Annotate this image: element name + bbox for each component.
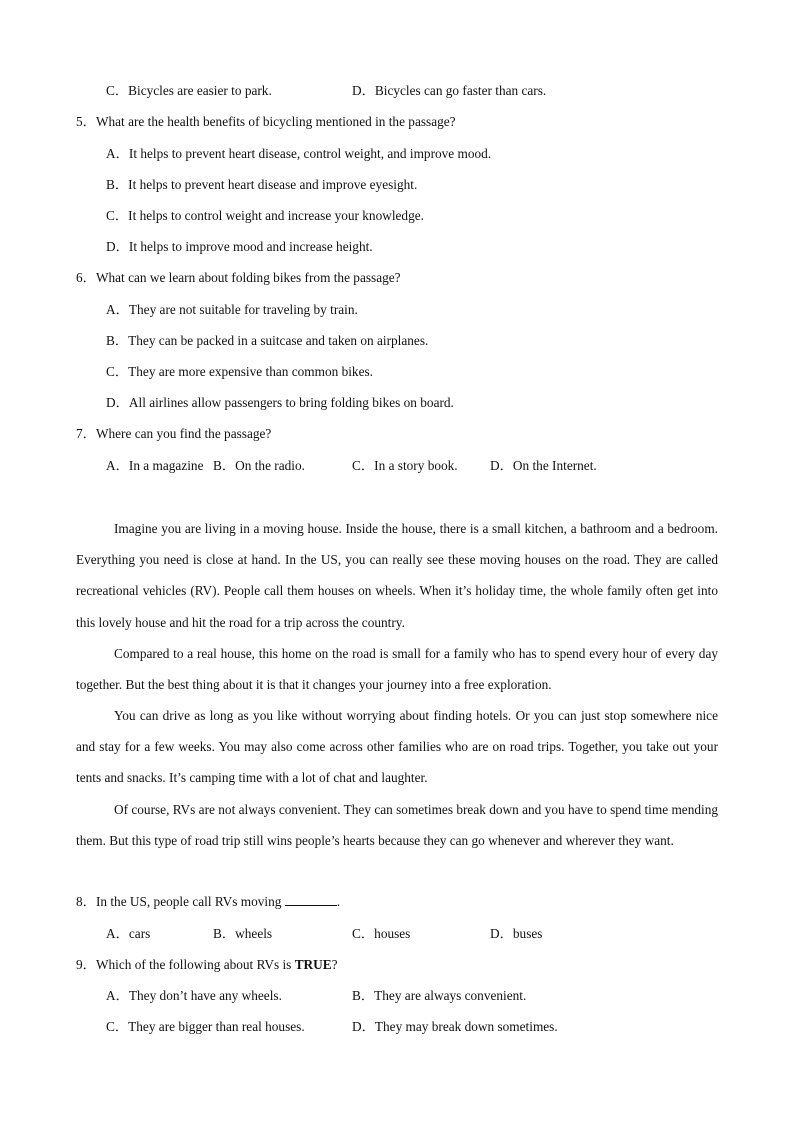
question-stem: 6．What can we learn about folding bikes from the passage? xyxy=(76,270,401,285)
option-a: A．They don’t have any wheels. xyxy=(106,988,282,1003)
option-a: A．It helps to prevent heart disease, control weight, and improve mood. xyxy=(106,146,492,161)
option-b: B．wheels xyxy=(213,926,273,941)
passage-paragraph: Of course, RVs are not always convenient. They can sometimes break down and you have to spend time mending them. But this type of road trip still wins people’s hearts because they can go whenever and wherever they want. xyxy=(76,802,718,849)
answer-blank xyxy=(285,893,337,906)
option-d: D．buses xyxy=(490,926,543,941)
passage-paragraph: Imagine you are living in a moving house. Inside the house, there is a small kitchen, a bathroom and a bedroom. Everything you need is close at hand. In the US, you can really see these moving houses on the road. They are called recreational vehicles (RV). People call them houses on wheels. When it’s holiday time, the whole family often get into this lovely house and hit the road for a trip across the country. xyxy=(76,521,718,630)
option-c: C．In a story book. xyxy=(352,458,458,473)
stem-text: 8．In the US, people call RVs moving xyxy=(76,894,285,909)
question-stem xyxy=(76,893,340,911)
question-stem: 7．Where can you find the passage? xyxy=(76,426,272,441)
stem-text: 9．Which of the following about RVs is xyxy=(76,957,295,972)
option-c: C．They are more expensive than common bikes. xyxy=(106,364,373,379)
question-stem: 5．What are the health benefits of bicycling mentioned in the passage? xyxy=(76,114,456,129)
stem-text: . xyxy=(336,894,341,909)
option-b: B．They can be packed in a suitcase and taken on airplanes. xyxy=(106,333,429,348)
option-b: B．It helps to prevent heart disease and improve eyesight. xyxy=(106,177,418,192)
option-b: B．On the radio. xyxy=(213,458,305,473)
option-c: C．houses xyxy=(352,926,411,941)
option-c: C．It helps to control weight and increase your knowledge. xyxy=(106,208,424,223)
question-stem xyxy=(76,956,338,974)
option-c: C．They are bigger than real houses. xyxy=(106,1019,305,1034)
option-c: C．Bicycles are easier to park. xyxy=(106,83,272,98)
option-d: D．On the Internet. xyxy=(490,458,597,473)
option-d: D．It helps to improve mood and increase height. xyxy=(106,239,373,254)
option-d: D．All airlines allow passengers to bring folding bikes on board. xyxy=(106,395,454,410)
option-a: A．They are not suitable for traveling by train. xyxy=(106,302,358,317)
option-d: D．They may break down sometimes. xyxy=(352,1019,558,1034)
stem-text: ? xyxy=(331,957,338,972)
passage-paragraph: You can drive as long as you like without worrying about finding hotels. Or you can just stop somewhere nice and stay for a few weeks. You may also come across other families who are on road trips. Together, you take out your tents and snacks. It’s camping time with a lot of chat and laughter. xyxy=(76,708,718,786)
option-a: A．cars xyxy=(106,926,151,941)
option-d: D．Bicycles can go faster than cars. xyxy=(352,83,547,98)
emphasis-word: TRUE xyxy=(294,957,332,972)
option-b: B．They are always convenient. xyxy=(352,988,527,1003)
passage-paragraph: Compared to a real house, this home on the road is small for a family who has to spend every hour of every day together. But the best thing about it is that it changes your journey into a free exploration. xyxy=(76,646,718,693)
option-a: A．In a magazine xyxy=(106,458,204,473)
